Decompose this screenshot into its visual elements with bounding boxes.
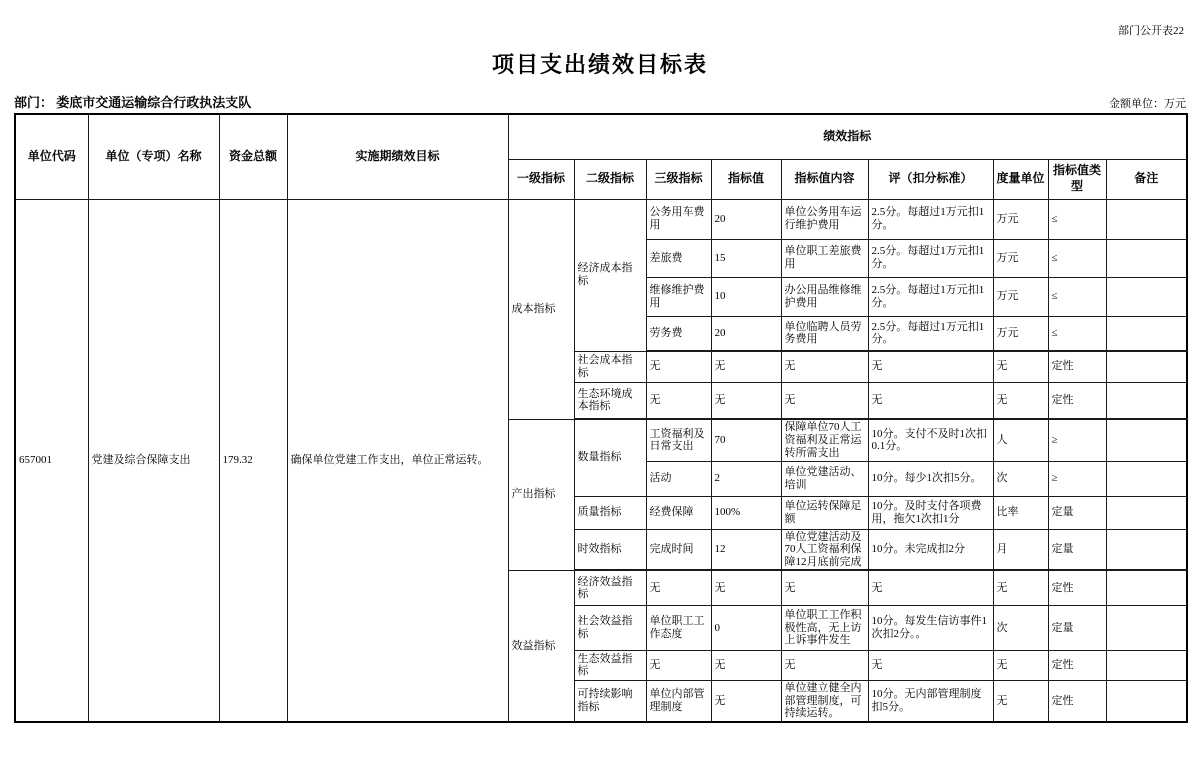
- cell-measure-unit: 无: [993, 382, 1048, 419]
- cell-value-type: 定量: [1048, 496, 1106, 529]
- col-header-l3: 三级指标: [646, 159, 711, 199]
- cell-measure-unit: 人: [993, 419, 1048, 461]
- cell-value-content: 单位党建活动及70人工资福利保障12月底前完成: [781, 529, 868, 570]
- col-header-perf-group: 绩效指标: [508, 114, 1187, 159]
- cell-l3: 无: [646, 382, 711, 419]
- cell-l2-economic-cost: 经济成本指标: [574, 199, 646, 351]
- cell-remark: [1106, 605, 1187, 650]
- cell-scoring: 无: [868, 570, 993, 605]
- cell-l2-eco-benefit: 生态效益指标: [574, 650, 646, 680]
- cell-remark: [1106, 680, 1187, 721]
- cell-l1-cost: 成本指标: [508, 199, 574, 419]
- header-row-group: [15, 114, 1187, 159]
- cell-value-type: 定性: [1048, 680, 1106, 721]
- col-header-value-content: 指标值内容: [781, 159, 868, 199]
- amount-unit-label: 金额单位：万元: [1109, 98, 1186, 110]
- department-label: 部门： 娄底市交通运输综合行政执法支队: [14, 95, 252, 110]
- cell-value: 2: [711, 461, 781, 496]
- cell-scoring: 10分。无内部管理制度扣5分。: [868, 680, 993, 721]
- cell-value-content: 单位公务用车运行维护费用: [781, 199, 868, 239]
- cell-value-type: 定性: [1048, 382, 1106, 419]
- cell-remark: [1106, 529, 1187, 570]
- cell-value: 10: [711, 277, 781, 316]
- col-header-impl-goal: 实施期绩效目标: [287, 114, 508, 199]
- cell-value: 0: [711, 605, 781, 650]
- cell-l3: 无: [646, 570, 711, 605]
- cell-scoring: 无: [868, 382, 993, 419]
- cell-measure-unit: 次: [993, 605, 1048, 650]
- performance-target-table: [14, 113, 1188, 723]
- cell-value-content: 无: [781, 351, 868, 382]
- cell-l3: 维修维护费用: [646, 277, 711, 316]
- cell-value-content: 单位党建活动、培训: [781, 461, 868, 496]
- cell-remark: [1106, 316, 1187, 351]
- cell-l3: 工资福利及日常支出: [646, 419, 711, 461]
- cell-value-content: 单位职工工作积极性高，无上访上诉事件发生: [781, 605, 868, 650]
- cell-measure-unit: 无: [993, 650, 1048, 680]
- cell-remark: [1106, 650, 1187, 680]
- cell-value-type: ≤: [1048, 199, 1106, 239]
- cell-scoring: 10分。每发生信访事件1次扣2分。。: [868, 605, 993, 650]
- cell-value: 无: [711, 650, 781, 680]
- cell-l1-output: 产出指标: [508, 419, 574, 570]
- cell-scoring: 10分。未完成扣2分: [868, 529, 993, 570]
- cell-l2-timeliness: 时效指标: [574, 529, 646, 570]
- col-header-unit-name: 单位（专项）名称: [88, 114, 219, 199]
- cell-value-content: 无: [781, 650, 868, 680]
- cell-value-type: ≥: [1048, 461, 1106, 496]
- col-header-value: 指标值: [711, 159, 781, 199]
- cell-scoring: 10分。每少1次扣5分。: [868, 461, 993, 496]
- cell-l3: 经费保障: [646, 496, 711, 529]
- cell-impl-goal: 确保单位党建工作支出，单位正常运转。: [287, 199, 508, 722]
- cell-scoring: 10分。及时支付各项费用，拖欠1次扣1分: [868, 496, 993, 529]
- cell-l2-quantity: 数量指标: [574, 419, 646, 496]
- cell-value-type: 定性: [1048, 650, 1106, 680]
- cell-scoring: 2.5分。每超过1万元扣1分。: [868, 199, 993, 239]
- cell-l3: 单位内部管理制度: [646, 680, 711, 721]
- cell-value: 无: [711, 570, 781, 605]
- cell-remark: [1106, 277, 1187, 316]
- cell-l3: 无: [646, 351, 711, 382]
- cell-measure-unit: 万元: [993, 239, 1048, 277]
- cell-measure-unit: 次: [993, 461, 1048, 496]
- cell-remark: [1106, 239, 1187, 277]
- cell-total-amount: 179.32: [219, 199, 287, 722]
- cell-value-content: 办公用品维修维护费用: [781, 277, 868, 316]
- cell-measure-unit: 月: [993, 529, 1048, 570]
- meta-row: [14, 92, 1186, 111]
- cell-measure-unit: 比率: [993, 496, 1048, 529]
- cell-value-content: 单位临聘人员劳务费用: [781, 316, 868, 351]
- cell-value: 15: [711, 239, 781, 277]
- cell-value: 20: [711, 199, 781, 239]
- table-row: [15, 199, 1187, 239]
- cell-measure-unit: 万元: [993, 316, 1048, 351]
- cell-measure-unit: 无: [993, 570, 1048, 605]
- cell-value-content: 单位职工差旅费用: [781, 239, 868, 277]
- cell-l3: 无: [646, 650, 711, 680]
- cell-value-content: 单位运转保障足额: [781, 496, 868, 529]
- cell-value-type: ≤: [1048, 316, 1106, 351]
- cell-scoring: 2.5分。每超过1万元扣1分。: [868, 277, 993, 316]
- cell-value-type: ≤: [1048, 239, 1106, 277]
- col-header-total-amount: 资金总额: [219, 114, 287, 199]
- cell-remark: [1106, 496, 1187, 529]
- cell-value-type: ≤: [1048, 277, 1106, 316]
- cell-scoring: 2.5分。每超过1万元扣1分。: [868, 239, 993, 277]
- col-header-unit-code: 单位代码: [15, 114, 88, 199]
- cell-value: 100%: [711, 496, 781, 529]
- cell-value-content: 单位建立健全内部管理制度，可持续运转。: [781, 680, 868, 721]
- cell-l2-eco-env-cost: 生态环境成本指标: [574, 382, 646, 419]
- cell-remark: [1106, 570, 1187, 605]
- cell-l1-benefit: 效益指标: [508, 570, 574, 721]
- cell-value: 无: [711, 382, 781, 419]
- cell-l3: 完成时间: [646, 529, 711, 570]
- cell-value-content: 无: [781, 382, 868, 419]
- cell-scoring: 无: [868, 351, 993, 382]
- cell-value-type: 定量: [1048, 529, 1106, 570]
- cell-remark: [1106, 419, 1187, 461]
- cell-value: 12: [711, 529, 781, 570]
- cell-value: 无: [711, 680, 781, 721]
- cell-value: 无: [711, 351, 781, 382]
- cell-l2-social-benefit: 社会效益指标: [574, 605, 646, 650]
- col-header-remark: 备注: [1106, 159, 1187, 199]
- cell-l3: 劳务费: [646, 316, 711, 351]
- col-header-scoring: 评（扣分标准）: [868, 159, 993, 199]
- cell-value-type: 定性: [1048, 351, 1106, 382]
- cell-measure-unit: 万元: [993, 277, 1048, 316]
- cell-l3: 差旅费: [646, 239, 711, 277]
- cell-remark: [1106, 199, 1187, 239]
- col-header-value-type: 指标值类型: [1048, 159, 1106, 199]
- cell-remark: [1106, 461, 1187, 496]
- cell-value: 20: [711, 316, 781, 351]
- cell-unit-code: 657001: [15, 199, 88, 722]
- cell-l3: 单位职工工作态度: [646, 605, 711, 650]
- cell-l2-economic-benefit: 经济效益指标: [574, 570, 646, 605]
- cell-remark: [1106, 382, 1187, 419]
- cell-value-type: 定量: [1048, 605, 1106, 650]
- cell-measure-unit: 无: [993, 680, 1048, 721]
- corner-label: 部门公开表22: [1118, 25, 1184, 37]
- col-header-l2: 二级指标: [574, 159, 646, 199]
- cell-l3: 活动: [646, 461, 711, 496]
- cell-scoring: 无: [868, 650, 993, 680]
- col-header-measure-unit: 度量单位: [993, 159, 1048, 199]
- cell-unit-name: 党建及综合保障支出: [88, 199, 219, 722]
- cell-l2-social-cost: 社会成本指标: [574, 351, 646, 382]
- cell-value: 70: [711, 419, 781, 461]
- cell-value-type: ≥: [1048, 419, 1106, 461]
- cell-l2-quality: 质量指标: [574, 496, 646, 529]
- cell-scoring: 2.5分。每超过1万元扣1分。: [868, 316, 993, 351]
- cell-value-content: 无: [781, 570, 868, 605]
- cell-l3: 公务用车费用: [646, 199, 711, 239]
- page-title: 项目支出绩效目标表: [491, 52, 708, 77]
- cell-remark: [1106, 351, 1187, 382]
- cell-scoring: 10分。支付不及时1次扣0.1分。: [868, 419, 993, 461]
- cell-l2-sustainability: 可持续影响指标: [574, 680, 646, 721]
- cell-measure-unit: 万元: [993, 199, 1048, 239]
- cell-value-content: 保障单位70人工资福利及正常运转所需支出: [781, 419, 868, 461]
- cell-measure-unit: 无: [993, 351, 1048, 382]
- col-header-l1: 一级指标: [508, 159, 574, 199]
- cell-value-type: 定性: [1048, 570, 1106, 605]
